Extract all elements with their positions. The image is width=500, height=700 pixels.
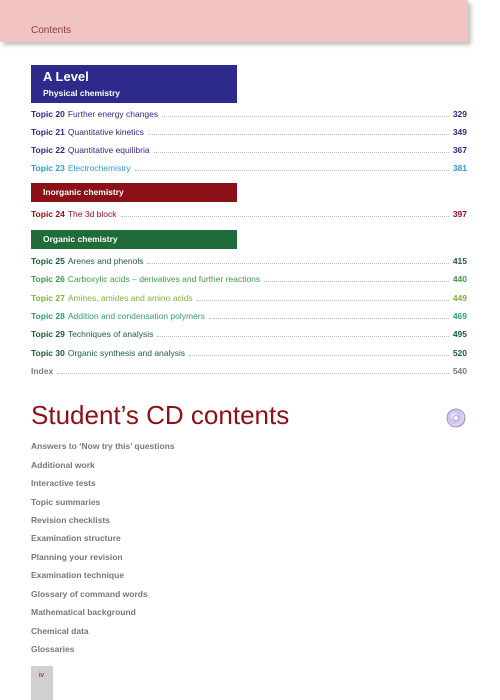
cd-contents-heading: Student’s CD contents	[31, 400, 290, 430]
toc-page-number: 469	[452, 311, 467, 321]
toc-topic-title: Electrochemistry	[67, 163, 131, 173]
toc-entry-topic-28[interactable]	[31, 309, 467, 321]
physical-chemistry-banner	[31, 65, 237, 103]
toc-page-number: 367	[452, 145, 467, 155]
toc-topic-number: Topic 28	[31, 311, 65, 321]
inorganic-chemistry-banner	[31, 183, 237, 202]
toc-page-number: 495	[452, 329, 467, 339]
toc-page-number: 415	[452, 256, 467, 266]
toc-leader-dots	[209, 317, 449, 319]
cd-item-examination-structure[interactable]: Examination structure	[31, 533, 121, 543]
toc-topic-number: Topic 27	[31, 293, 65, 303]
toc-topic-title: Techniques of analysis	[67, 329, 154, 339]
toc-entry-topic-26[interactable]	[31, 272, 467, 284]
toc-leader-dots	[264, 280, 449, 282]
toc-entry-topic-25[interactable]	[31, 254, 467, 266]
toc-topic-number: Topic 22	[31, 145, 65, 155]
toc-topic-number: Topic 24	[31, 209, 65, 219]
toc-leader-dots	[147, 262, 448, 264]
toc-topic-number: Topic 29	[31, 329, 65, 339]
toc-topic-title: Amines, amides and amino acids	[67, 293, 193, 303]
toc-entry-topic-30[interactable]	[31, 346, 467, 358]
toc-entry-topic-22[interactable]	[31, 143, 467, 155]
cd-item-planning-revision[interactable]: Planning your revision	[31, 552, 123, 562]
toc-topic-title: Addition and condensation polymers	[67, 311, 205, 321]
toc-entry-index[interactable]	[31, 364, 467, 376]
toc-leader-dots	[197, 299, 449, 301]
cd-item-revision-checklists[interactable]: Revision checklists	[31, 515, 110, 525]
cd-item-additional-work[interactable]: Additional work	[31, 460, 95, 470]
toc-topic-number: Topic 23	[31, 163, 65, 173]
page-number: iv	[39, 672, 45, 679]
toc-topic-number: Topic 26	[31, 274, 65, 284]
toc-leader-dots	[57, 372, 449, 374]
toc-page-number: 520	[452, 348, 467, 358]
toc-leader-dots	[121, 215, 449, 217]
toc-page-number: 329	[452, 109, 467, 119]
toc-topic-number: Topic 20	[31, 109, 65, 119]
toc-entry-topic-29[interactable]	[31, 327, 467, 339]
cd-item-mathematical-background[interactable]: Mathematical background	[31, 607, 136, 617]
cd-item-topic-summaries[interactable]: Topic summaries	[31, 497, 101, 507]
toc-topic-title: Organic synthesis and analysis	[67, 348, 186, 358]
toc-page-number: 397	[452, 209, 467, 219]
toc-entry-topic-23[interactable]	[31, 161, 467, 173]
toc-topic-title: Arenes and phenols	[67, 256, 144, 266]
toc-topic-title: Quantitative equilibria	[67, 145, 150, 155]
cd-item-answers[interactable]: Answers to ‘Now try this’ questions	[31, 441, 175, 451]
toc-leader-dots	[157, 335, 448, 337]
toc-entry-topic-24[interactable]	[31, 207, 467, 219]
toc-page-number: 381	[452, 163, 467, 173]
toc-topic-title: Quantitative kinetics	[67, 127, 144, 137]
section-title: Inorganic chemistry	[43, 187, 124, 197]
level-title: A Level	[43, 69, 89, 84]
toc-index-title: Index	[31, 366, 54, 376]
toc-topic-title: Carboxylic acids – derivatives and further reactions	[67, 274, 261, 284]
page-header-title: Contents	[31, 25, 72, 36]
cd-item-chemical-data[interactable]: Chemical data	[31, 626, 89, 636]
toc-leader-dots	[135, 169, 449, 171]
toc-page-number: 540	[452, 366, 467, 376]
toc-topic-title: The 3d block	[67, 209, 117, 219]
toc-leader-dots	[162, 115, 449, 117]
cd-item-examination-technique[interactable]: Examination technique	[31, 570, 125, 580]
level-subtitle: Physical chemistry	[43, 88, 121, 98]
organic-chemistry-banner	[31, 230, 237, 249]
toc-entry-topic-27[interactable]	[31, 291, 467, 303]
toc-topic-number: Topic 25	[31, 256, 65, 266]
toc-leader-dots	[189, 354, 449, 356]
cd-item-glossaries[interactable]: Glossaries	[31, 644, 75, 654]
toc-entry-topic-20[interactable]	[31, 107, 467, 119]
toc-topic-number: Topic 30	[31, 348, 65, 358]
cd-item-interactive-tests[interactable]: Interactive tests	[31, 478, 96, 488]
toc-leader-dots	[148, 133, 449, 135]
page-number-tab	[31, 666, 53, 700]
cd-item-glossary-command-words[interactable]: Glossary of command words	[31, 589, 148, 599]
cd-disc-icon	[446, 408, 466, 428]
toc-topic-title: Further energy changes	[67, 109, 159, 119]
toc-page-number: 349	[452, 127, 467, 137]
toc-entry-topic-21[interactable]	[31, 125, 467, 137]
toc-leader-dots	[154, 151, 449, 153]
section-title: Organic chemistry	[43, 234, 118, 244]
toc-page-number: 449	[452, 293, 467, 303]
toc-topic-number: Topic 21	[31, 127, 65, 137]
toc-page-number: 440	[452, 274, 467, 284]
